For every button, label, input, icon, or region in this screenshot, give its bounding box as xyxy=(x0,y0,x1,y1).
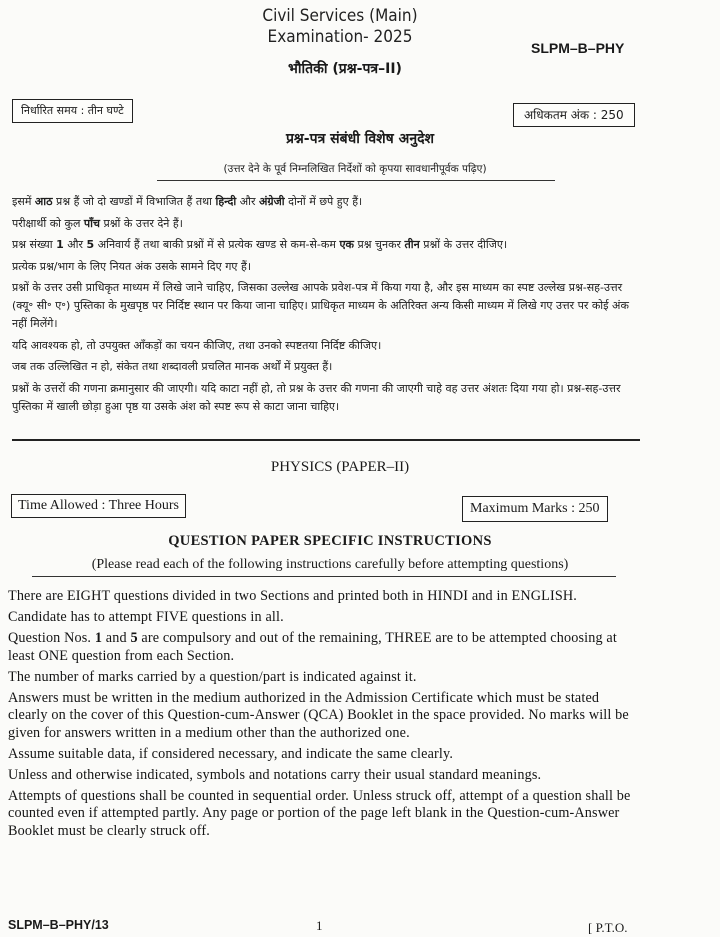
english-time-allowed-box xyxy=(11,494,186,518)
exam-year: Examination- 2025 xyxy=(267,27,413,47)
page-number: 1 xyxy=(316,918,323,933)
hindi-instruction-8: प्रश्नों के उत्तरों की गणना क्रमानुसार की जाएगी। यदि काटा नहीं हो, तो प्रश्न के उत्तर की गणना की जाएगी चाहे वह उत्तर अंशतः दिया गया हो। प्रश्न-सह-उत्तर पुस्तिका में खाली छोड़ा हुआ पृष्ठ या उसके अंश को स्पष्ट रूप से काटा जाना चाहिए। xyxy=(12,381,621,413)
hindi-instruction-3: प्रश्न संख्या 1 और 5 अनिवार्य हैं तथा बाकी प्रश्नों में से प्रत्येक खण्ड से कम-से-कम एक प्रश्न चुनकर तीन प्रश्नों के उत्तर दीजिए। xyxy=(12,238,508,251)
english-instructions-subtitle: (Please read each of the following instructions carefully before attempting questions) xyxy=(91,557,569,572)
section-divider xyxy=(12,439,640,441)
hindi-instructions-subtitle: (उत्तर देने के पूर्व निम्नलिखित निर्देशों को कृपया सावधानीपूर्वक पढ़िए) xyxy=(223,163,487,175)
english-paper-title: PHYSICS (PAPER–II) xyxy=(270,459,410,475)
pto-marker: [ P.T.O. xyxy=(588,920,628,935)
hindi-time-allowed-box xyxy=(12,99,133,123)
footer-paper-code: SLPM–B–PHY/13 xyxy=(8,918,109,932)
paper-code: SLPM–B–PHY xyxy=(531,40,625,56)
english-max-marks: Maximum Marks : 250 xyxy=(470,501,600,516)
exam-name: Civil Services (Main) xyxy=(262,6,418,26)
hindi-instruction-4: प्रत्येक प्रश्न/भाग के लिए नियत अंक उसके सामने दिए गए हैं। xyxy=(12,259,251,273)
english-instructions-list xyxy=(8,588,640,844)
english-subtitle-underline xyxy=(32,576,616,577)
hindi-max-marks: अधिकतम अंक : 250 xyxy=(524,108,624,122)
hindi-instructions-list xyxy=(12,193,640,419)
english-instructions-title: QUESTION PAPER SPECIFIC INSTRUCTIONS xyxy=(168,533,492,549)
hindi-subject-title: भौतिकी (प्रश्न-पत्र–II) xyxy=(288,61,402,77)
english-instruction-3: Question Nos. 1 and 5 are compulsory and out of the remaining, THREE are to be attempted choosing at least ONE question from each Section. xyxy=(8,630,617,664)
hindi-instruction-6: यदि आवश्यक हो, तो उपयुक्त आँकड़ों का चयन कीजिए, तथा उनको स्पष्टतया निर्दिष्ट कीजिए। xyxy=(12,338,382,352)
english-instruction-2: Candidate has to attempt FIVE questions in all. xyxy=(8,609,284,625)
english-instruction-1: There are EIGHT questions divided in two Sections and printed both in HINDI and in ENGLISH. xyxy=(8,588,577,604)
english-instruction-6: Assume suitable data, if considered necessary, and indicate the same clearly. xyxy=(8,745,454,762)
hindi-max-marks-box xyxy=(513,103,635,127)
hindi-instruction-2: परीक्षार्थी को कुल पाँच प्रश्नों के उत्तर देने हैं। xyxy=(12,216,183,230)
hindi-subtitle-underline xyxy=(157,180,555,181)
hindi-instruction-1: इसमें आठ प्रश्न हैं जो दो खण्डों में विभाजित हैं तथा हिन्दी और अंग्रेजी दोनों में छपे हुए हैं। xyxy=(12,195,363,208)
english-instruction-8: Attempts of questions shall be counted in sequential order. Unless struck off, attempt of a question shall be counted even if attempted partly. Any page or portion of the page left blank in the Question-cum-Answer Booklet must be clearly struck off. xyxy=(8,787,631,839)
english-instruction-7: Unless and otherwise indicated, symbols and notations carry their usual standard meanings. xyxy=(8,766,542,783)
english-instruction-4: The number of marks carried by a question/part is indicated against it. xyxy=(8,668,417,685)
hindi-instruction-7: जब तक उल्लिखित न हो, संकेत तथा शब्दावली प्रचलित मानक अर्थों में प्रयुक्त हैं। xyxy=(12,360,333,373)
hindi-instruction-5: प्रश्नों के उत्तर उसी प्राधिकृत माध्यम में लिखे जाने चाहिए, जिसका उल्लेख आपके प्रवेश-पत्र में किया गया है, और इस माध्यम का स्पष्ट उल्लेख प्रश्न-सह-उत्तर (क्यू॰ सी॰ ए॰) पुस्तिका के मुखपृष्ठ पर निर्दिष्ट स्थान पर किया जाना चाहिए। प्राधिकृत माध्यम के अतिरिक्त अन्य किसी माध्यम में लिखे गए उत्तर पर कोई अंक नहीं मिलेंगे। xyxy=(12,281,629,330)
hindi-instructions-title: प्रश्न-पत्र संबंधी विशेष अनुदेश xyxy=(285,131,435,147)
hindi-time-allowed: निर्धारित समय : तीन घण्टे xyxy=(21,104,124,117)
english-max-marks-box xyxy=(462,496,608,522)
english-time-allowed: Time Allowed : Three Hours xyxy=(18,498,179,513)
english-instruction-5: Answers must be written in the medium authorized in the Admission Certificate which must be stated clearly on the cover of this Question-cum-Answer (QCA) Booklet in the space provided. No marks will be given for answers written in a medium other than the authorized one. xyxy=(8,689,629,741)
